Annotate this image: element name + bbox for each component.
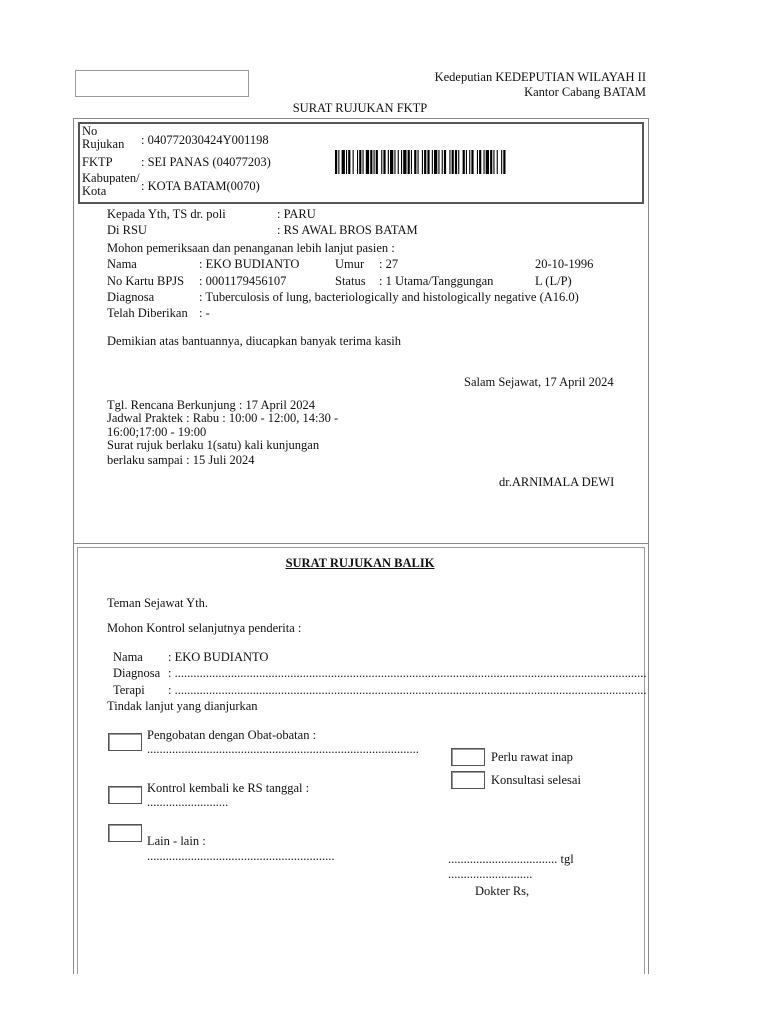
diagnosa-value: : Tuberculosis of lung, bacteriologically and histologically negative (A16.0) [199,290,579,304]
obat-checkbox[interactable] [108,733,142,751]
header-right [435,70,646,100]
umur-label: Umur [335,257,365,271]
balik-diagnosa-label: Diagnosa [113,666,161,680]
konsultasi-checkbox[interactable] [451,771,485,789]
mohon-text: Mohon pemeriksaan dan penanganan lebih lanjut pasien : [107,241,395,255]
balik-nama-value: : EKO BUDIANTO [168,650,269,664]
page-title: SURAT RUJUKAN FKTP [292,101,428,115]
rawat-inap-label: Perlu rawat inap [491,750,573,764]
lain-dots[interactable]: ............................................................ [147,849,335,863]
lain-checkbox[interactable] [108,824,142,842]
tgl-dots[interactable]: ........................... [448,867,533,881]
obat-label: Pengobatan dengan Obat-obatan : [147,728,317,742]
kartu-value: : 0001179456107 [199,274,287,288]
no-rujukan-label [82,125,124,151]
konsultasi-label: Konsultasi selesai [491,773,581,787]
kab-label [82,172,140,198]
kab-label-2: Kota [82,184,107,198]
jadwal-text-2: 16:00;17:00 - 19:00 [107,425,207,439]
berlaku-text-2: berlaku sampai : 15 Juli 2024 [107,453,255,467]
dokter-rs-label: Dokter Rs, [475,884,530,898]
balik-mohon-text: Mohon Kontrol selanjutnya penderita : [107,621,302,635]
umur-value: : 27 [379,257,399,271]
kepada-value: : PARU [277,207,316,221]
balik-title: SURAT RUJUKAN BALIK [285,556,435,570]
kartu-label: No Kartu BPJS [107,274,185,288]
lain-label: Lain - lain : [147,834,206,848]
telah-label: Telah Diberikan [107,306,188,320]
jadwal-text-1: Jadwal Praktek : Rabu : 10:00 - 12:00, 14:30 - [107,411,339,425]
tgl-lahir: 20-10-1996 [535,257,594,271]
diagnosa-label: Diagnosa [107,290,155,304]
teman-text: Teman Sejawat Yth. [107,596,209,610]
fktp-label: FKTP [82,155,113,169]
di-label: Di RSU [107,223,147,237]
kontrol-checkbox[interactable] [108,786,142,804]
tindak-text: Tindak lanjut yang dianjurkan [107,699,258,713]
telah-value: : - [199,306,210,320]
kab-label-1: Kabupaten/ [82,171,140,185]
tgl-line[interactable]: ................................... tgl [448,852,574,866]
deputi-text: Kedeputian KEDEPUTIAN WILAYAH II [434,70,646,84]
balik-nama-label: Nama [113,650,143,664]
balik-terapi-value[interactable]: : ....................................................................................................................................................... [168,683,647,697]
di-value: : RS AWAL BROS BATAM [277,223,418,237]
rencana-text: Tgl. Rencana Berkunjung : 17 April 2024 [107,398,315,412]
dokter-name: dr.ARNIMALA DEWI [499,475,615,489]
kontrol-label: Kontrol kembali ke RS tanggal : [147,781,310,795]
kab-value: : KOTA BATAM(0070) [141,179,260,193]
no-rujukan-label-1: No [82,124,98,138]
barcode [335,150,593,174]
status-value: : 1 Utama/Tanggungan [379,274,494,288]
berlaku-text-1: Surat rujuk berlaku 1(satu) kali kunjungan [107,438,320,452]
obat-dots[interactable]: ....................................................................................... [147,742,419,756]
rawat-inap-checkbox[interactable] [451,748,485,766]
no-rujukan-value: : 040772030424Y001198 [141,133,269,147]
no-rujukan-label-2: Rujukan [82,137,125,151]
nama-label: Nama [107,257,137,271]
fktp-value: : SEI PANAS (04077203) [141,155,271,169]
balik-diagnosa-value[interactable]: : ....................................................................................................................................................... [168,666,647,680]
kepada-label: Kepada Yth, TS dr. poli [107,207,226,221]
salam-text: Salam Sejawat, 17 April 2024 [464,375,614,389]
kontrol-dots[interactable]: .......................... [147,795,229,809]
status-label: Status [335,274,366,288]
demikian-text: Demikian atas bantuannya, diucapkan banyak terima kasih [107,334,401,348]
logo-placeholder [75,70,249,97]
jenis-kelamin: L (L/P) [535,274,572,288]
balik-terapi-label: Terapi [113,683,145,697]
kantor-text: Kantor Cabang BATAM [524,85,646,99]
nama-value: : EKO BUDIANTO [199,257,300,271]
